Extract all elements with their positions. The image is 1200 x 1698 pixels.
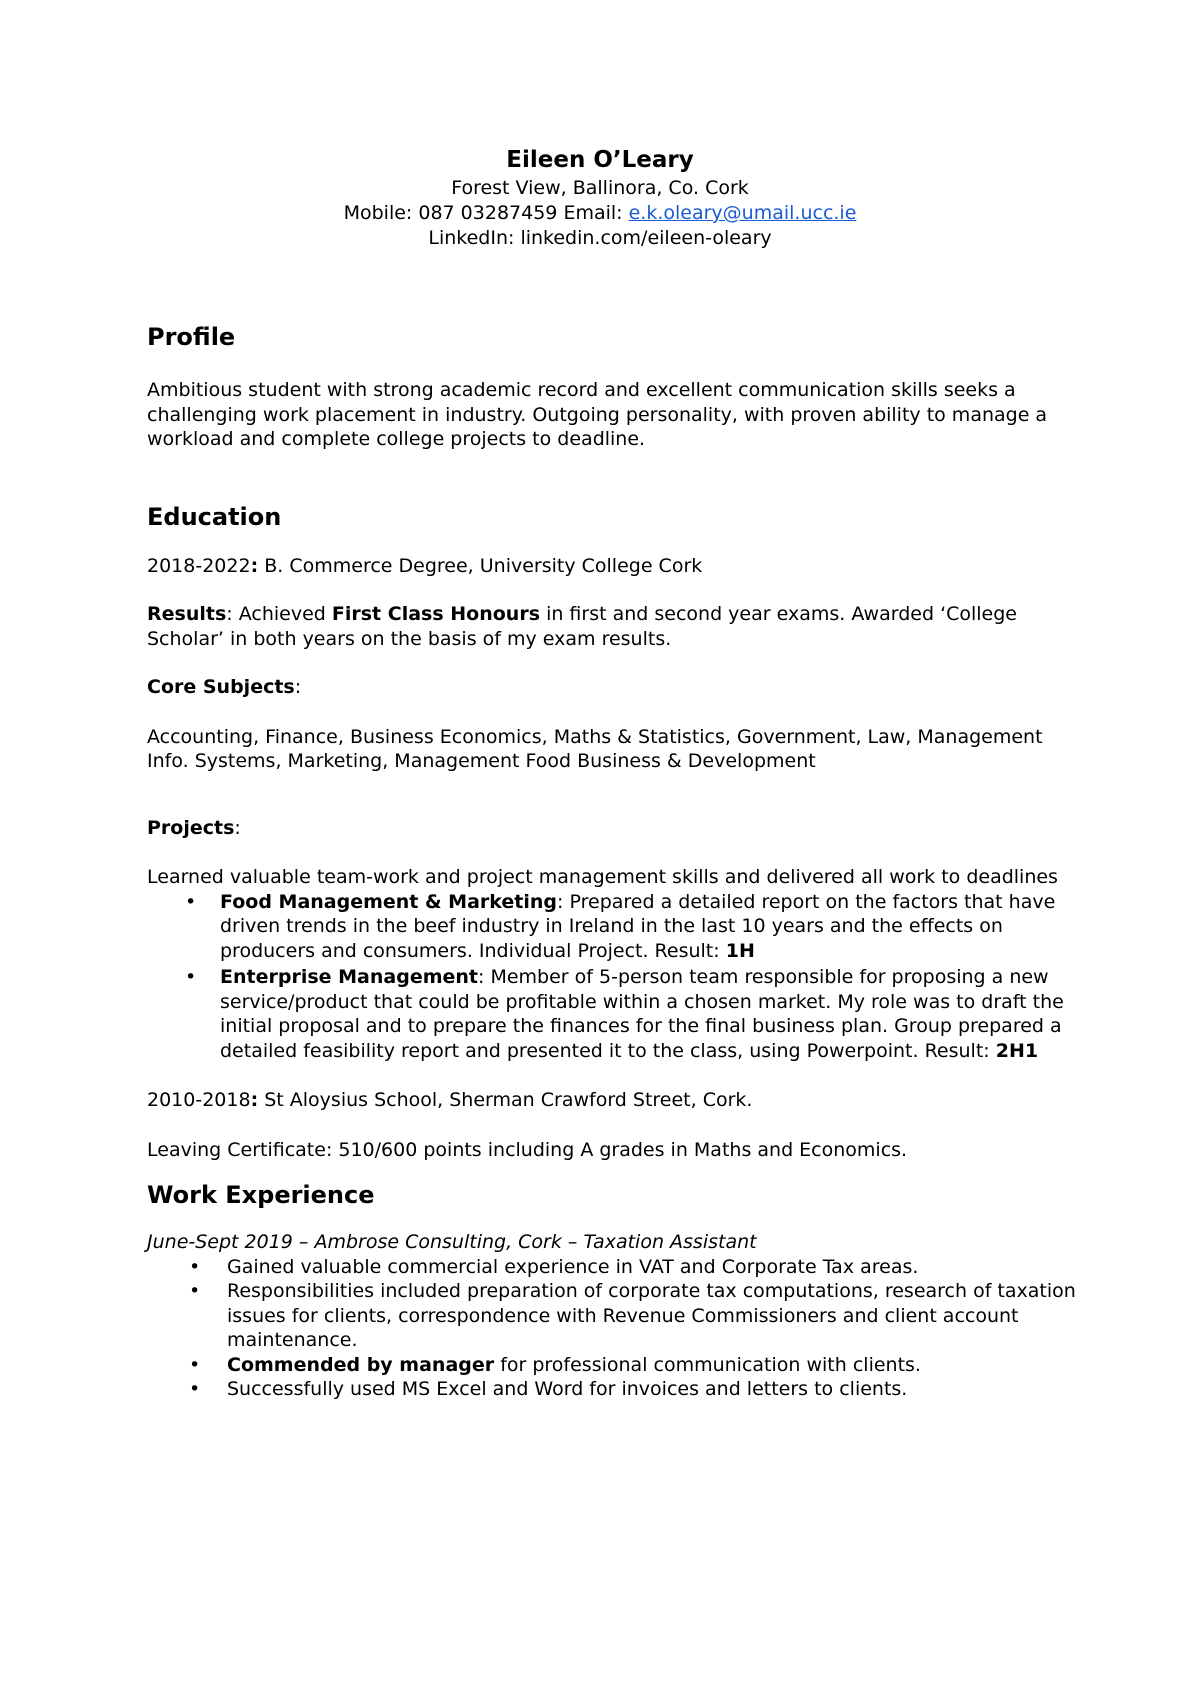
projects-list [147, 890, 1087, 1064]
project-text: Prepared a detailed report on the factors that have driven trends in the beef industry in Ireland in the last 10 years and the effects on producers and consumers. Individual Project. Result: [220, 890, 1056, 962]
contact-line [0, 201, 1200, 226]
candidate-name: Eileen O’Leary [506, 147, 694, 173]
projects-intro: Learned valuable team-work and project management skills and delivered all work to deadlines [147, 866, 1058, 888]
list-item [147, 1255, 1087, 1280]
projects-label-line: Projects: [147, 816, 241, 839]
list-item [147, 1377, 1087, 1402]
bullet: • [185, 966, 197, 988]
work-bullet-text: Gained valuable commercial experience in VAT and Corporate Tax areas. [227, 1255, 919, 1278]
list-item: • Food Management & Marketing: Prepared a detailed report on the factors that have driven trends in the beef industry in Ireland in the last 10 years and the effects on producers and consumers. Individual Project. Result: 1H [185, 890, 1056, 962]
degree-line: 2018-2022: B. Commerce Degree, University College Cork [147, 554, 703, 577]
email-label: Email: [563, 202, 623, 224]
list-item [147, 1279, 1087, 1353]
results-pre: Achieved [238, 603, 326, 625]
work-bullet-text: Successfully used MS Excel and Word for invoices and letters to clients. [227, 1378, 908, 1400]
bullet: • [189, 1280, 201, 1302]
results-post: in first and second year exams. Awarded ‘College Scholar’ in both years on the basis of my exam results. [147, 603, 1017, 650]
bullet: • [185, 890, 197, 913]
cv-header [0, 144, 1200, 251]
mobile-number: 087 03287459 [418, 202, 558, 224]
core-subjects-label: Core Subjects [147, 676, 295, 698]
mobile-label: Mobile: [343, 202, 413, 224]
commended-rest: for professional communication with clients. [500, 1353, 921, 1376]
work-list [147, 1255, 1087, 1402]
results-honours: First Class Honours [331, 603, 541, 625]
results-paragraph: Results: Achieved First Class Honours in first and second year exams. Awarded ‘College Scholar’ in both years on the basis of my exam results. [147, 603, 1017, 650]
school-years: 2010-2018 [147, 1089, 251, 1111]
linkedin-url: linkedin.com/eileen-oleary [520, 227, 772, 249]
project-text: Member of 5-person team responsible for proposing a new service/product that could be profitable within a chosen market. My role was to draft the initial proposal and to prepare the finances for the final business plan. Group prepared a detailed feasibility report and presented it to the class, using Powerpoint. Result: [220, 966, 1064, 1062]
work-heading: Work Experience [147, 1181, 375, 1209]
results-label: Results [147, 603, 227, 625]
email-link[interactable]: e.k.oleary@umail.ucc.ie [628, 202, 857, 224]
degree-years: 2018-2022 [147, 554, 251, 577]
bullet: • [189, 1255, 201, 1278]
school-line: 2010-2018: St Aloysius School, Sherman Crawford Street, Cork. [147, 1089, 753, 1111]
cv-content [147, 322, 1087, 1402]
school-name: St Aloysius School, Sherman Crawford Street, Cork. [264, 1089, 753, 1111]
list-item: • Enterprise Management: Member of 5-person team responsible for proposing a new service/product that could be profitable within a chosen market. My role was to draft the initial proposal and to prepare the finances for the final business plan. Group prepared a detailed feasibility report and presented it to the class, using Powerpoint. Result: 2H1 [185, 966, 1064, 1062]
profile-text: Ambitious student with strong academic record and excellent communication skills seeks a challenging work placement in industry. Outgoing personality, with proven ability to manage a workload and complete college projects to deadline. [147, 379, 1048, 450]
core-subjects-label-line: Core Subjects: [147, 676, 302, 698]
list-item [147, 1353, 1087, 1378]
leaving-cert: Leaving Certificate: 510/600 points including A grades in Maths and Economics. [147, 1138, 908, 1161]
projects-label: Projects [147, 816, 235, 839]
linkedin-line [0, 226, 1200, 251]
bullet: • [189, 1353, 201, 1376]
work-bullet-text: Responsibilities included preparation of corporate tax computations, research of taxation issues for clients, correspondence with Revenue Commissioners and client account maintenance. [227, 1280, 1076, 1351]
linkedin-label: LinkedIn: [428, 227, 515, 249]
profile-heading: Profile [147, 323, 236, 351]
job-title: June-Sept 2019 – Ambrose Consulting, Cork – Taxation Assistant [147, 1231, 757, 1253]
project-title: Enterprise Management [220, 966, 478, 988]
bullet: • [189, 1378, 201, 1400]
address: Forest View, Ballinora, Co. Cork [451, 177, 749, 199]
commended-bold: Commended by manager [227, 1353, 495, 1376]
project-result: 1H [725, 939, 755, 962]
core-subjects-text: Accounting, Finance, Business Economics, Maths & Statistics, Government, Law, Management Info. Systems, Marketing, Management Food Business & Development [147, 725, 1043, 772]
education-heading: Education [147, 502, 282, 531]
degree-name: B. Commerce Degree, University College Cork [264, 554, 703, 577]
project-result: 2H1 [995, 1039, 1039, 1062]
project-title: Food Management & Marketing [220, 890, 558, 913]
